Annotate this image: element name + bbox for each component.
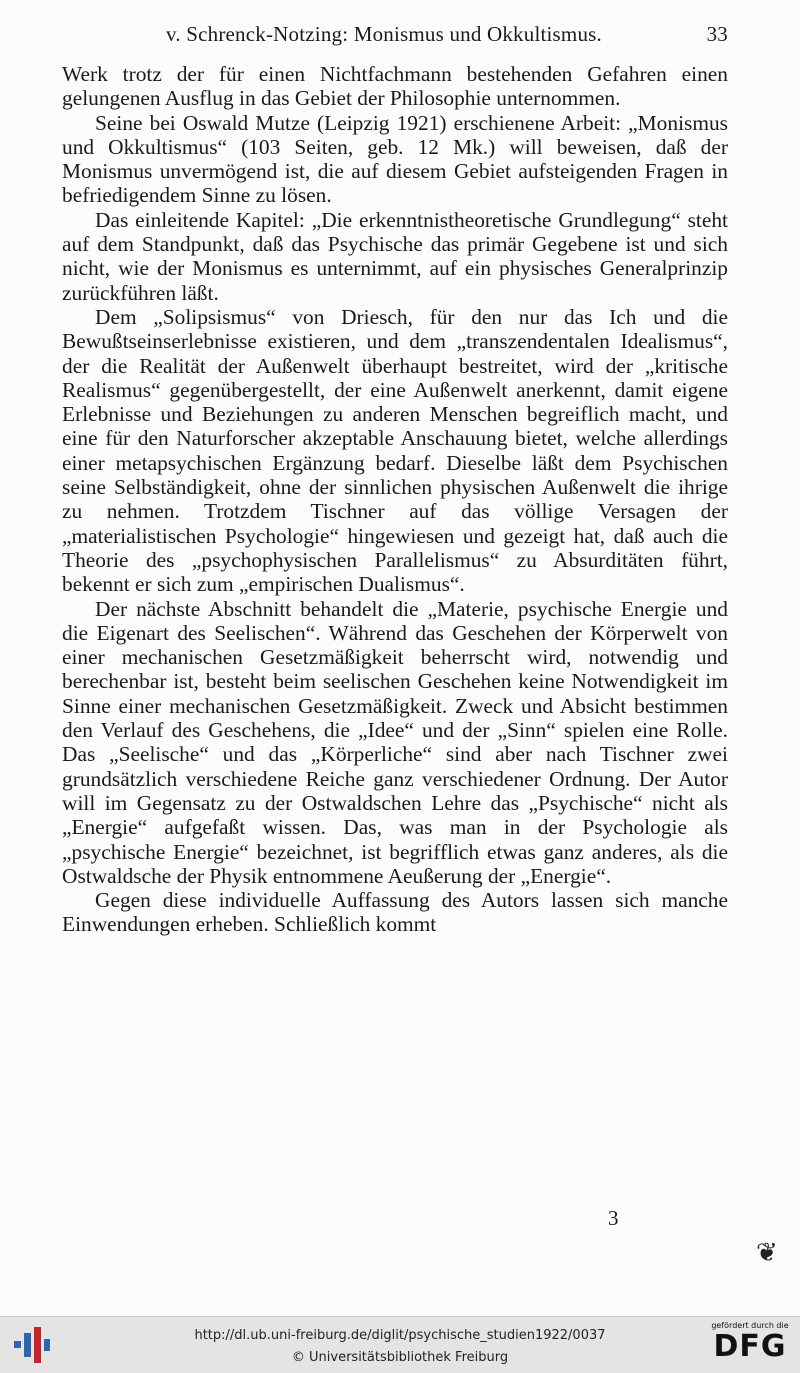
- signature-mark: 3: [608, 1206, 619, 1230]
- dfg-logo: [710, 1321, 790, 1363]
- paragraph: Der nächste Abschnitt behandelt die „Materie, psychische Energie und die Eigenart des Seelischen“. Während das Geschehen der Körperwelt von einer mechanischen Gesetzmäßigkeit beherrscht wird, notwendig und berechenbar ist, besteht beim seelischen Geschehen keine Notwendigkeit im Sinne einer mechanischen Gesetzmäßigkeit. Zweck und Absicht bestimmen den Verlauf des Geschehens, die „Idee“ und der „Sinn“ spielen eine Rolle. Das „Seelische“ und das „Körperliche“ sind aber nach Tischner zwei grundsätzlich verschiedene Reiche ganz verschiedener Ordnung. Der Autor will im Gegensatz zu der Ostwaldschen Lehre das „Psychische“ nicht als „Energie“ aufgefaßt wissen. Das, was man in der Psychologie als „psychische Energie“ bezeichnet, ist begrifflich etwas ganz anderes, als die Ostwaldsche der Physik entnommene Aeußerung der „Energie“.: [62, 596, 728, 888]
- viewer-footer: [0, 1316, 800, 1373]
- dfg-wordmark: DFG: [713, 1329, 787, 1364]
- running-title: v. Schrenck-Notzing: Monismus und Okkultismus.: [166, 22, 602, 46]
- page-header: [62, 18, 728, 48]
- page-number: 33: [706, 22, 728, 46]
- copyright-notice: © Universitätsbibliothek Freiburg: [291, 1350, 509, 1365]
- paragraph: Das einleitende Kapitel: „Die erkenntnistheoretische Grundlegung“ steht auf dem Standpunkt, daß das Psychische das primär Gegebene ist und sich nicht, wie der Monismus es unternimmt, auf ein physisches Generalprinzip zurückführen läßt.: [62, 207, 728, 305]
- paragraph: Dem „Solipsismus“ von Driesch, für den nur das Ich und die Bewußtseinserlebnisse existieren, und dem „transzendentalen Idealismus“, der die Realität der Außenwelt überhaupt bestreitet, wird der „kritische Realismus“ gegenübergestellt, der eine Außenwelt anerkennt, damit eigene Erlebnisse und Beziehungen zu anderen Menschen begreiflich macht, und eine für den Naturforscher akzeptable Anschauung bietet, welche allerdings einer metapsychischen Ergänzung bedarf. Dieselbe läßt dem Psychischen seine Selbständigkeit, ohne der sinnlichen physischen Außenwelt die ihrige zu nehmen. Trotzdem Tischner auf das völlige Versagen der „materialistischen Psychologie“ hingewiesen und gezeigt hat, daß auch die Theorie des „psychophysischen Parallelismus“ zu Absurditäten führt, bekennt er sich zum „empirischen Dualismus“.: [62, 304, 728, 597]
- paragraph: Gegen diese individuelle Auffassung des Autors lassen sich manche Einwendungen erheben. Schließlich kommt: [62, 888, 728, 937]
- margin-ornament-icon: ❦: [756, 1238, 778, 1267]
- body-text: [62, 62, 728, 937]
- sponsor-text: gefördert durch die: [711, 1321, 789, 1330]
- permalink-url[interactable]: http://dl.ub.uni-freiburg.de/diglit/psychische_studien1922/0037: [194, 1328, 606, 1343]
- paragraph: Werk trotz der für einen Nichtfachmann bestehenden Gefahren einen gelungenen Ausflug in das Gebiet der Philosophie unternommen.: [62, 62, 728, 111]
- paragraph: Seine bei Oswald Mutze (Leipzig 1921) erschienene Arbeit: „Monismus und Okkultismus“ (103 Seiten, geb. 12 Mk.) will beweisen, daß der Monismus unvermögend ist, die auf diesem Gebiet aufsteigenden Fragen in befriedigendem Sinne zu lösen.: [62, 110, 728, 208]
